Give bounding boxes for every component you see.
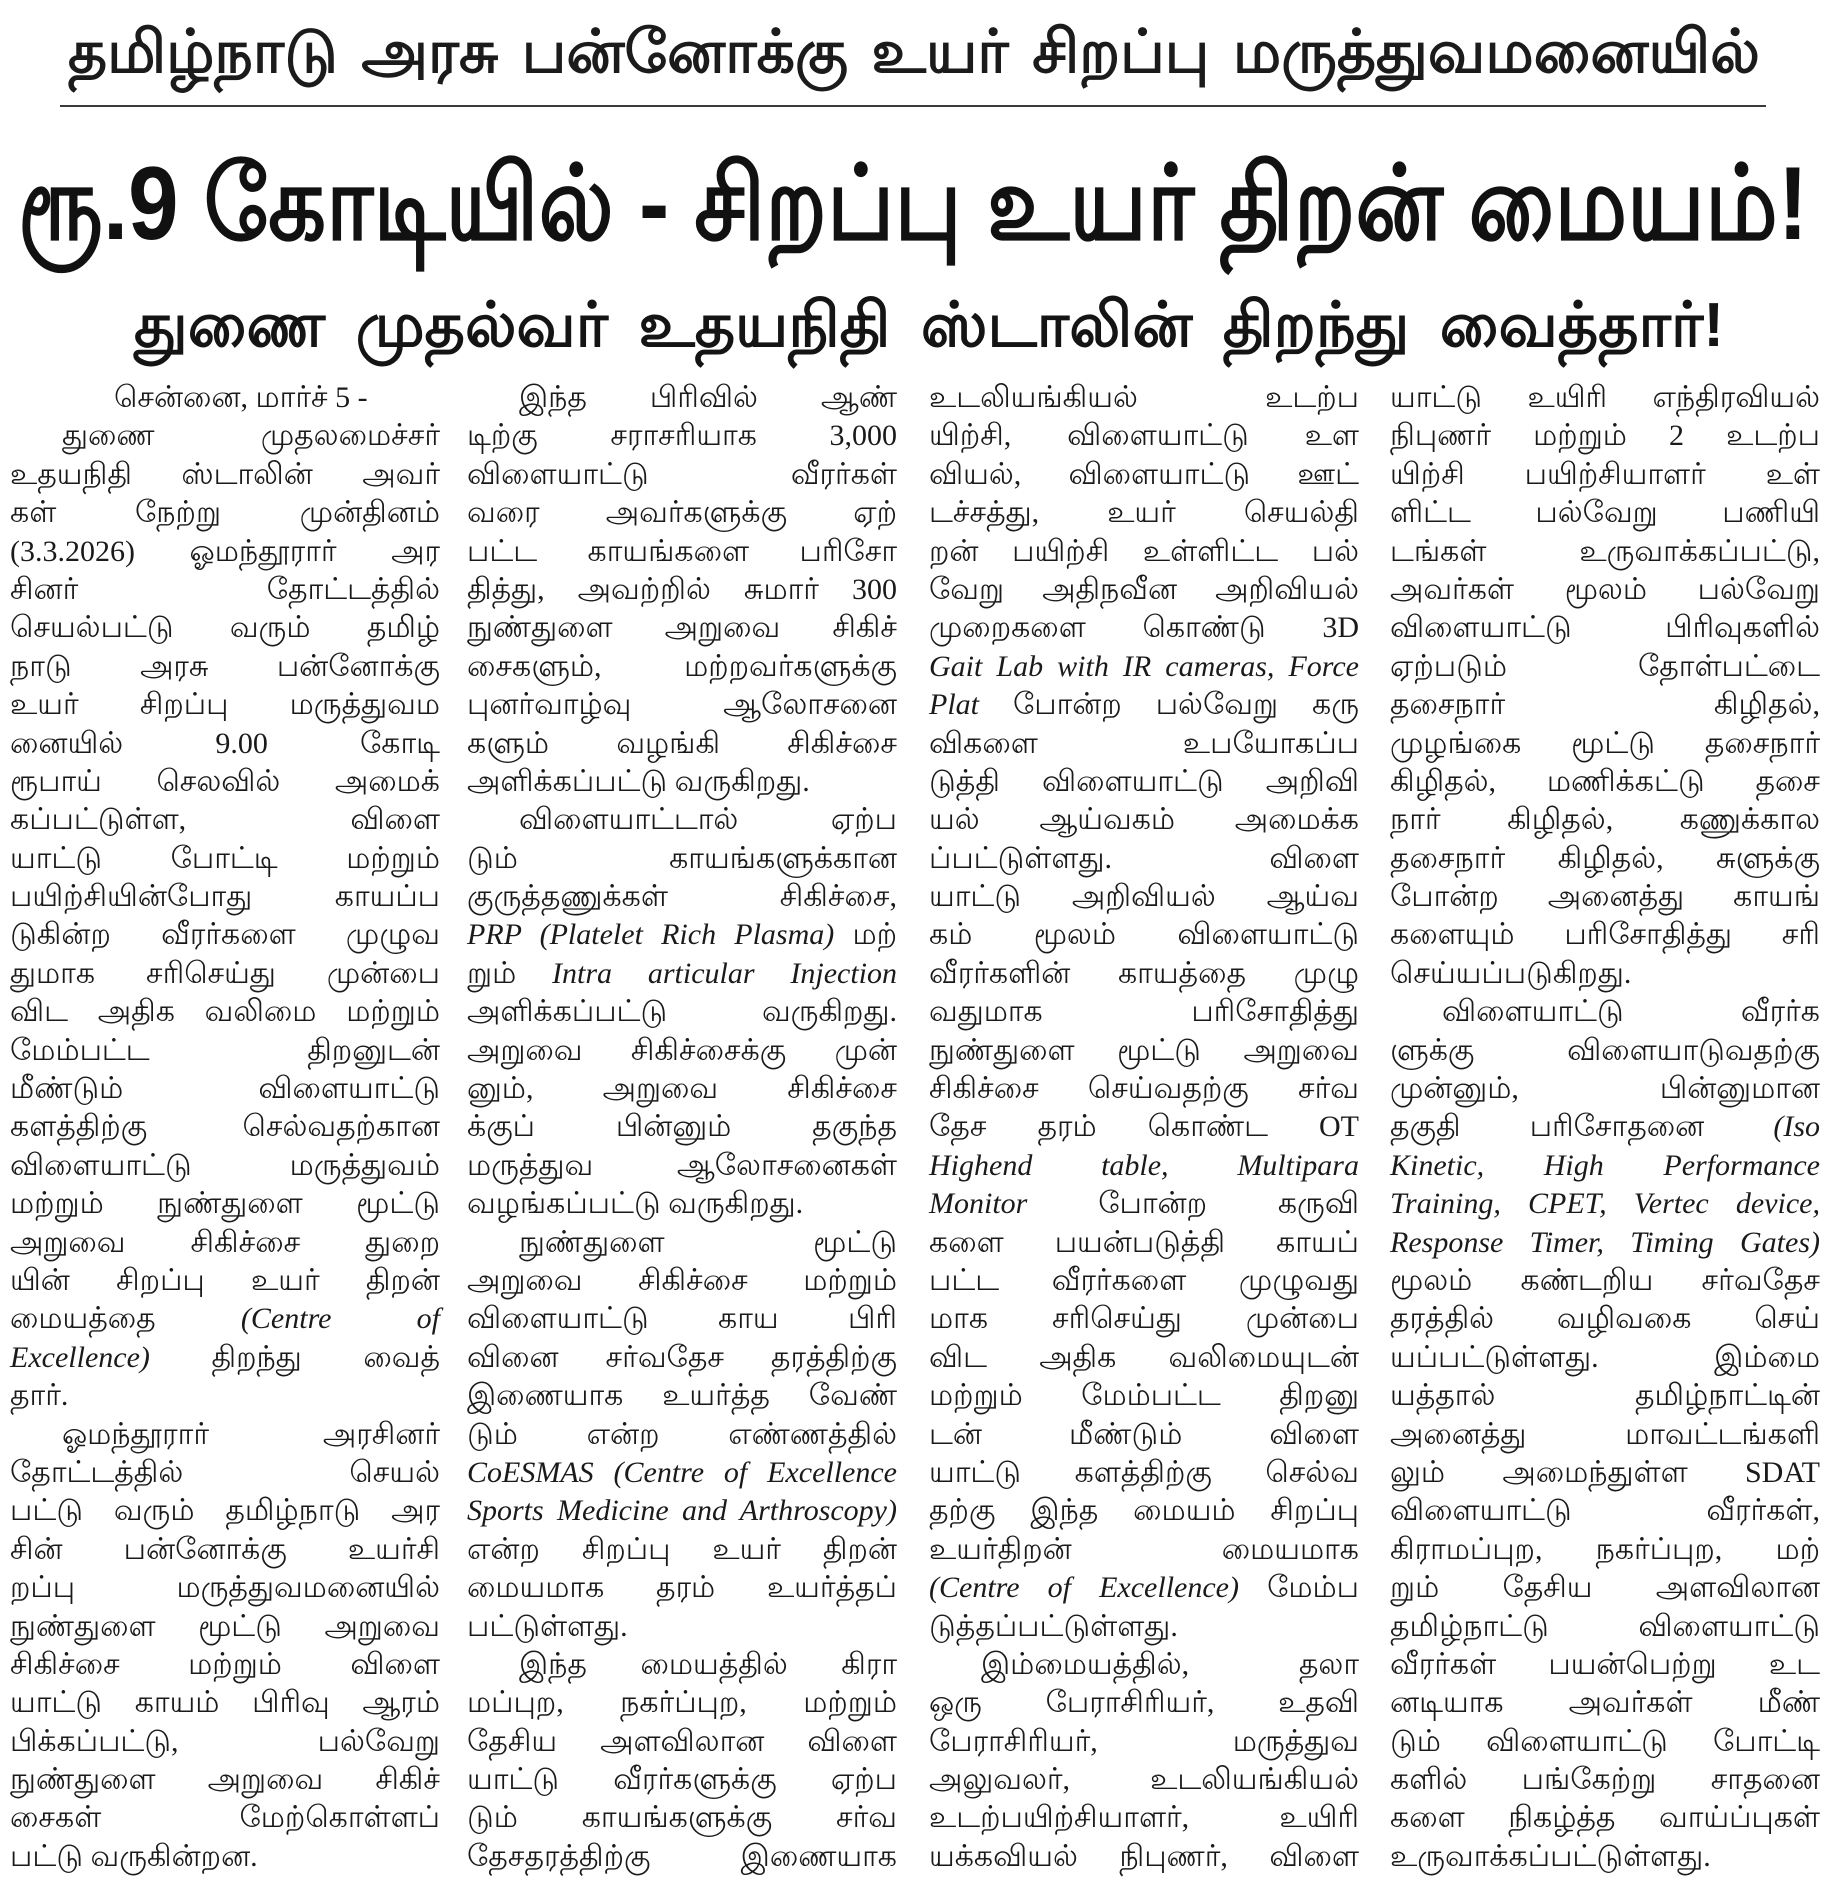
article-line [929, 648, 1359, 686]
latin-term: Intra articular Injection [552, 956, 897, 990]
article-line [1390, 1185, 1820, 1223]
article-line: ரூபாய் செலவில் அமைக் [10, 764, 440, 798]
article-line: நுண்துளை மூட்டு அறுவை [929, 1033, 1359, 1067]
article-line: யின் சிறப்பு உயர் திறன் [10, 1263, 440, 1297]
article-column-1 [10, 379, 440, 1877]
article-line: தசைநார் கிழிதல், சுளுக்கு [1390, 841, 1820, 875]
article-line: கிராமப்புற, நகர்ப்புற, மற் [1390, 1532, 1820, 1566]
article-line: உதயநிதி ஸ்டாலின் அவர் [10, 457, 440, 491]
sub-headline: துணை முதல்வர் உதயநிதி ஸ்டாலின் திறந்து வைத்தார்! [134, 291, 1724, 360]
article-line: வரை அவர்களுக்கு ஏற் [467, 496, 897, 530]
article-line: ப்பட்டுள்ளது. விளை [929, 841, 1359, 875]
article-line: அறுவை சிகிச்சை மற்றும் [467, 1263, 897, 1297]
article-line: யல் ஆய்வகம் அமைக்க [929, 803, 1359, 837]
article-line: PRP (Platelet Rich Plasma) மற் [467, 918, 897, 952]
latin-term: (Iso [1773, 1110, 1820, 1144]
article-line: வழங்கப்பட்டு வருகிறது. [467, 1187, 804, 1221]
article-line: நிபுணர் மற்றும் 2 உடற்ப [1390, 419, 1820, 453]
article-line: Monitor போன்ற கருவி [929, 1187, 1359, 1221]
article-line [1390, 1147, 1820, 1185]
latin-term: Response Timer, Timing Gates) [1390, 1225, 1820, 1259]
article-line: ஏற்படும் தோள்பட்டை [1390, 649, 1820, 683]
article-line: வதுமாக பரிசோதித்து [929, 995, 1359, 1029]
article-line: றப்பு மருத்துவமனையில் [10, 1571, 440, 1605]
article-line [467, 1454, 897, 1492]
article-line: உயர் சிறப்பு மருத்துவம [10, 688, 440, 722]
article-line: யாட்டு களத்திற்கு செல்வ [929, 1455, 1359, 1489]
latin-term: Training, CPET, Vertec device, [1390, 1187, 1820, 1221]
article-line: பட்டு வருகின்றன. [10, 1839, 258, 1873]
article-line: னடியாக அவர்கள் மீண் [1390, 1686, 1820, 1720]
article-line: ஓமந்தூரார் அரசினர் [62, 1417, 440, 1451]
article-line: யாட்டு உயிரி எந்திரவியல் [1390, 381, 1820, 414]
article-line: விளையாட்டு காய பிரி [467, 1302, 897, 1336]
latin-term: Sports Medicine and Arthroscopy) [467, 1494, 897, 1528]
article-line: பிக்கப்பட்டு, பல்வேறு [10, 1724, 440, 1758]
article-line: அறுவை சிகிச்சைக்கு முன் [467, 1033, 897, 1067]
latin-term: Plat [929, 688, 1013, 722]
article-line: யத்தால் தமிழ்நாட்டின் [1390, 1379, 1820, 1413]
article-line: முறைகளை கொண்டு 3D [929, 611, 1359, 645]
latin-term: Highend table, Multipara [929, 1148, 1359, 1182]
article-line: மையமாக தரம் உயர்த்தப் [467, 1571, 897, 1605]
article-line: சைகளும், மற்றவர்களுக்கு [467, 649, 897, 683]
article-line: லும் அமைந்துள்ள SDAT [1390, 1455, 1820, 1489]
article-line: உருவாக்கப்பட்டுள்ளது. [1390, 1839, 1711, 1873]
article-line: டன் மீண்டும் விளை [929, 1417, 1359, 1451]
article-line: யப்பட்டுள்ளது. இம்மை [1390, 1340, 1820, 1374]
article-line: விளையாட்டு வீரர்கள், [1390, 1494, 1820, 1528]
article-line: உயர்திறன் மையமாக [929, 1532, 1359, 1566]
article-line: களில் பங்கேற்று சாதனை [1390, 1763, 1820, 1797]
article-line: களை பயன்படுத்தி காயப் [929, 1225, 1359, 1259]
article-line: முன்னும், பின்னுமான [1390, 1072, 1820, 1106]
article-line: அவர்கள் மூலம் பல்வேறு [1390, 572, 1820, 606]
article-line: துணை முதலமைச்சர் [62, 419, 440, 453]
article-line: இந்த மையத்தில் கிரா [519, 1647, 897, 1681]
article-line: நுண்துளை அறுவை சிகிச் [10, 1763, 440, 1797]
article-line: யாட்டு வீரர்களுக்கு ஏற்ப [467, 1763, 897, 1797]
article-line: கப்பட்டுள்ள, விளை [10, 803, 440, 837]
article-line: குருத்தணுக்கள் சிகிச்சை, [467, 880, 897, 914]
latin-term: (Centre of [240, 1302, 440, 1336]
article-line: விட அதிக வலிமை மற்றும் [10, 995, 440, 1029]
article-line: தரத்தில் வழிவகை செய் [1390, 1302, 1820, 1336]
article-line: மாக சரிசெய்து முன்பை [929, 1302, 1359, 1336]
article-line: டும் என்ற எண்ணத்தில் [467, 1417, 897, 1451]
article-line: முழங்கை மூட்டு தசைநார் [1390, 726, 1820, 760]
article-line: றும் Intra articular Injection [467, 956, 897, 990]
article-line: இந்த பிரிவில் ஆண் [519, 381, 897, 414]
article-line: பட்ட காயங்களை பரிசோ [467, 534, 897, 568]
article-column-4 [1390, 379, 1820, 1877]
article-line: யக்கவியல் நிபுணர், விளை [929, 1839, 1359, 1873]
article-line [1390, 1224, 1820, 1262]
article-line: றன் பயிற்சி உள்ளிட்ட பல் [929, 534, 1359, 568]
article-line: அறுவை சிகிச்சை துறை [10, 1225, 440, 1259]
latin-term: CoESMAS (Centre of Excellence [467, 1455, 897, 1489]
article-line: போன்ற அனைத்து காயங் [1390, 880, 1820, 914]
article-line: தேசிய அளவிலான விளை [467, 1724, 897, 1758]
article-line: நார் கிழிதல், கணுக்கால [1390, 803, 1820, 837]
article-line: மையத்தை (Centre of [10, 1302, 440, 1336]
article-line: அனைத்து மாவட்டங்களி [1390, 1417, 1820, 1451]
article-line: மீண்டும் விளையாட்டு [10, 1072, 440, 1106]
main-headline: ரூ.9 கோடியில் - சிறப்பு உயர் திறன் மையம்! [18, 146, 1808, 262]
latin-term: Monitor [929, 1187, 1099, 1221]
article-line: அளிக்கப்பட்டு வருகிறது. [467, 764, 810, 798]
article-line: கிழிதல், மணிக்கட்டு தசை [1390, 764, 1820, 798]
article-line: டங்கள் உருவாக்கப்பட்டு, [1390, 534, 1820, 568]
kicker-underline-rule [60, 105, 1766, 107]
article-line: டச்சத்து, உயர் செயல்தி [929, 496, 1359, 530]
dateline: சென்னை, மார்ச் 5 - [114, 381, 368, 414]
article-line: சின் பன்னோக்கு உயர்சி [10, 1532, 440, 1566]
article-line: வினை சர்வதேச தரத்திற்கு [467, 1340, 897, 1374]
article-line: சைகள் மேற்கொள்ளப் [10, 1801, 440, 1835]
article-line: உடலியங்கியல் உடற்ப [929, 381, 1359, 414]
kicker-headline: தமிழ்நாடு அரசு பன்னோக்கு உயர் சிறப்பு மருத்துவமனையில் [68, 18, 1760, 85]
article-column-3 [929, 379, 1359, 1877]
article-line: யாட்டு காயம் பிரிவு ஆரம் [10, 1686, 440, 1720]
article-line: உடற்பயிற்சியாளர், உயிரி [929, 1801, 1359, 1835]
article-line: வியல், விளையாட்டு ஊட் [929, 457, 1359, 491]
article-line: னையில் 9.00 கோடி [10, 726, 440, 760]
article-line: நுண்துளை மூட்டு [519, 1225, 897, 1259]
article-line: மற்றும் மேம்பட்ட திறனு [929, 1379, 1359, 1413]
article-line: சிகிச்சை மற்றும் விளை [10, 1647, 440, 1681]
article-line: இணையாக உயர்த்த வேண் [467, 1379, 897, 1413]
article-line: Excellence) திறந்து வைத் [10, 1340, 440, 1374]
article-line: பேராசிரியர், மருத்துவ [929, 1724, 1359, 1758]
article-line: மப்புற, நகர்ப்புற, மற்றும் [467, 1686, 897, 1720]
article-line: Plat போன்ற பல்வேறு கரு [929, 688, 1360, 722]
article-line: மற்றும் நுண்துளை மூட்டு [10, 1187, 440, 1221]
article-line: தமிழ்நாட்டு விளையாட்டு [1390, 1609, 1820, 1643]
article-line: யாட்டு போட்டி மற்றும் [10, 841, 440, 875]
article-line: தகுதி பரிசோதனை (Iso [1390, 1110, 1820, 1144]
article-line: தோட்டத்தில் செயல் [10, 1455, 440, 1489]
article-line: சிகிச்சை செய்வதற்கு சர்வ [929, 1072, 1359, 1106]
article-line: தசைநார் கிழிதல், [1390, 688, 1820, 722]
article-line: இம்மையத்தில், தலா [981, 1647, 1359, 1681]
latin-term: PRP (Platelet Rich Plasma) [467, 918, 853, 952]
article-line: துமாக சரிசெய்து முன்பை [10, 956, 440, 990]
article-line [929, 1147, 1359, 1185]
article-line: பட்டு வரும் தமிழ்நாடு அர [10, 1494, 440, 1528]
article-column-2 [467, 379, 897, 1877]
article-line: டிற்கு சராசரியாக 3,000 [467, 419, 897, 453]
article-line: பட்ட வீரர்களை முழுவது [929, 1263, 1359, 1297]
latin-term: (Centre of Excellence) [929, 1571, 1268, 1605]
article-line: நுண்துளை மூட்டு அறுவை [10, 1609, 440, 1643]
article-line: புனர்வாழ்வு ஆலோசனை [467, 688, 897, 722]
article-line: டுத்தப்பட்டுள்ளது. [929, 1609, 1178, 1643]
article-line: மருத்துவ ஆலோசனைகள் [467, 1148, 897, 1182]
article-line: விகளை உபயோகப்ப [929, 726, 1359, 760]
article-line: யிற்சி பயிற்சியாளர் உள் [1390, 457, 1820, 491]
article-line: விளையாட்டால் ஏற்ப [519, 803, 897, 837]
article-line: விளையாட்டு வீரர்கள் [467, 457, 897, 491]
latin-term: Excellence) [10, 1340, 212, 1374]
article-line: (Centre of Excellence) மேம்ப [929, 1571, 1359, 1605]
article-line: பயிற்சியின்போது காயப்ப [10, 880, 440, 914]
latin-term: Kinetic, High Performance [1390, 1148, 1820, 1182]
article-line: விளையாட்டு பிரிவுகளில் [1390, 611, 1820, 645]
article-line: விளையாட்டு மருத்துவம் [10, 1148, 440, 1182]
article-line: அளிக்கப்பட்டு வருகிறது. [467, 995, 897, 1029]
article-line [467, 1492, 897, 1530]
article-line: தற்கு இந்த மையம் சிறப்பு [929, 1494, 1359, 1528]
article-line: தார். [10, 1379, 69, 1413]
article-line: பட்டுள்ளது. [467, 1609, 628, 1643]
article-line: என்ற சிறப்பு உயர் திறன் [467, 1532, 897, 1566]
article-line: களத்திற்கு செல்வதற்கான [10, 1110, 440, 1144]
latin-term: Gait Lab with IR cameras, Force [929, 649, 1359, 683]
article-line: விட அதிக வலிமையுடன் [929, 1340, 1359, 1374]
article-line: ளிட்ட பல்வேறு பணியி [1390, 496, 1820, 530]
article-line: நாடு அரசு பன்னோக்கு [10, 649, 440, 683]
article-line: யாட்டு அறிவியல் ஆய்வ [929, 880, 1359, 914]
article-line: டுகின்ற வீரர்களை முழுவ [10, 918, 440, 952]
article-line: றும் தேசிய அளவிலான [1390, 1571, 1820, 1605]
article-line: தேச தரம் கொண்ட OT [929, 1110, 1359, 1144]
article-line: யிற்சி, விளையாட்டு உள [929, 419, 1359, 453]
article-line: அலுவலர், உடலியங்கியல் [929, 1763, 1359, 1797]
article-line: ளுக்கு விளையாடுவதற்கு [1390, 1033, 1820, 1067]
article-line: ஒரு பேராசிரியர், உதவி [929, 1686, 1359, 1720]
article-line: கள் நேற்று முன்தினம் [10, 496, 440, 530]
article-line: கம் மூலம் விளையாட்டு [929, 918, 1359, 952]
article-line: க்குப் பின்னும் தகுந்த [467, 1110, 897, 1144]
article-line: மூலம் கண்டறிய சர்வதேச [1390, 1263, 1820, 1297]
article-line: வீரர்களின் காயத்தை முழு [929, 956, 1359, 990]
article-line: வீரர்கள் பயன்பெற்று உட [1390, 1647, 1820, 1681]
article-line: னும், அறுவை சிகிச்சை [467, 1072, 897, 1106]
article-line: நுண்துளை அறுவை சிகிச் [467, 611, 897, 645]
article-line: டும் காயங்களுக்கான [467, 841, 897, 875]
article-line: (3.3.2026) ஓமந்தூரார் அர [10, 534, 440, 568]
article-line: களை நிகழ்த்த வாய்ப்புகள் [1390, 1801, 1820, 1835]
article-line: டும் விளையாட்டு போட்டி [1390, 1724, 1820, 1758]
article-line: களையும் பரிசோதித்து சரி [1390, 918, 1820, 952]
article-line: செய்யப்படுகிறது. [1390, 956, 1632, 990]
article-line: தேசதரத்திற்கு இணையாக [467, 1839, 897, 1873]
article-line: தித்து, அவற்றில் சுமார் 300 [467, 572, 897, 606]
article-line: சினர் தோட்டத்தில் [10, 572, 440, 606]
article-line: டுத்தி விளையாட்டு அறிவி [929, 764, 1359, 798]
article-line: டும் காயங்களுக்கு சர்வ [467, 1801, 897, 1835]
article-line: விளையாட்டு வீரர்க [1442, 995, 1820, 1029]
article-line: வேறு அதிநவீன அறிவியல் [929, 572, 1359, 606]
article-line: மேம்பட்ட திறனுடன் [10, 1033, 440, 1067]
article-line: களும் வழங்கி சிகிச்சை [467, 726, 897, 760]
article-line: செயல்பட்டு வரும் தமிழ் [10, 611, 440, 645]
